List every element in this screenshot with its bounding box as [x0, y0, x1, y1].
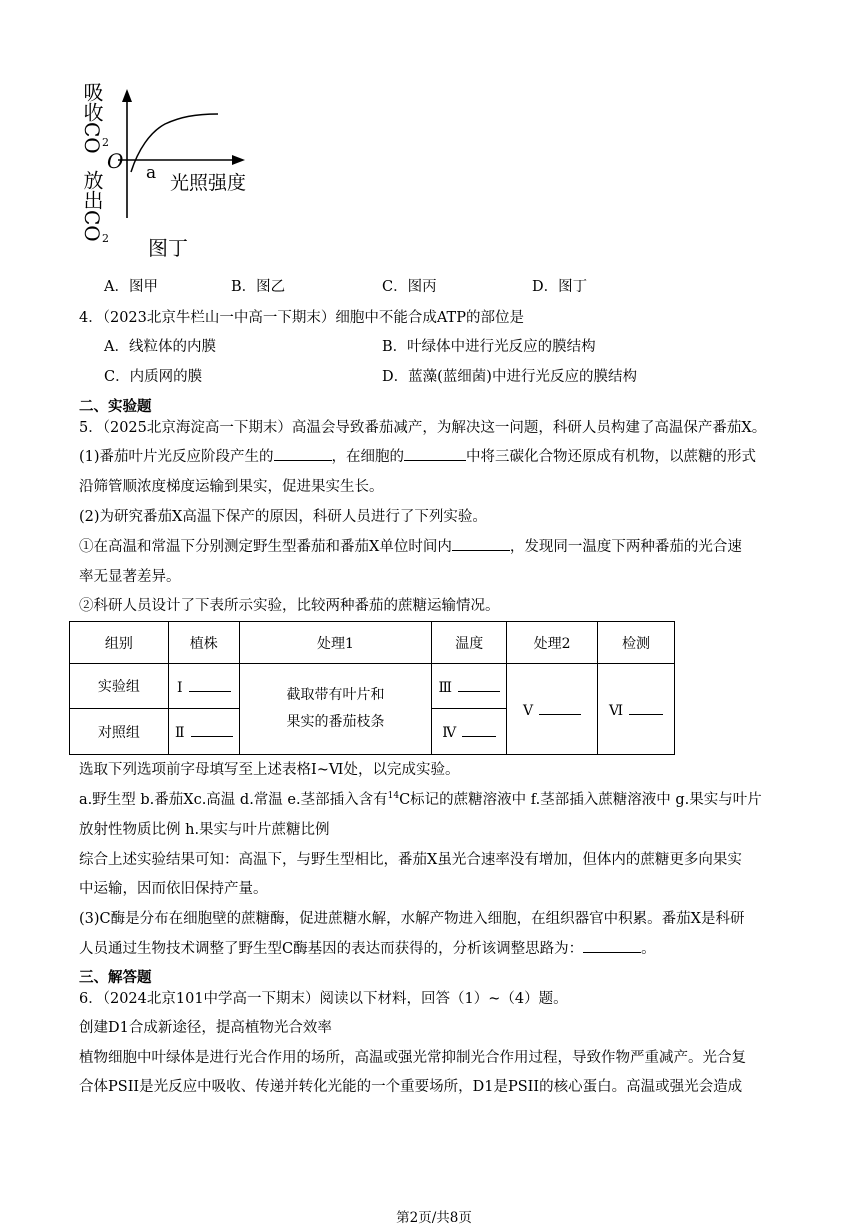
figure-ding	[80, 62, 270, 267]
row-control-group: 对照组	[70, 709, 169, 755]
experiment-table	[69, 621, 675, 755]
q5-instruction: 选取下列选项前字母填写至上述表格Ⅰ~Ⅵ处，以完成实验。	[79, 762, 460, 778]
y-top-sub: 2	[102, 136, 109, 149]
q5-conclusion-line1: 综合上述实验结果可知：高温下，与野生型相比，番茄X虽光合速率没有增加，但体内的蔗糖更多向果实	[79, 852, 742, 868]
cell-blank-V[interactable]: Ⅴ	[507, 664, 598, 755]
row-experimental-group: 实验组	[70, 664, 169, 709]
q5-part2-item1-line1	[79, 535, 742, 556]
header-treatment2: 处理2	[507, 622, 598, 664]
origin-label: O	[107, 149, 124, 173]
q4-option-d[interactable]: D．蓝藻(蓝细菌)中进行光反应的膜结构	[382, 369, 637, 385]
y-axis-arrow	[122, 89, 132, 102]
q5-part2-item1-line2: 率无显著差异。	[79, 569, 181, 585]
header-plant: 植株	[168, 622, 239, 664]
figure-caption: 图丁	[148, 236, 188, 260]
answer-blank-3[interactable]	[452, 536, 510, 552]
q5-part2-item2: ②科研人员设计了下表所示实验，比较两种番茄的蔗糖运输情况。	[79, 598, 500, 614]
section-heading-answer: 三、解答题	[79, 969, 152, 986]
cell-blank-VI[interactable]: Ⅵ	[598, 664, 675, 755]
q6-stem: 6．（2024北京101中学高一下期末）阅读以下材料，回答（1）~（4）题。	[79, 991, 568, 1007]
q5-p1a: (1)番茄叶片光反应阶段产生的	[79, 449, 274, 465]
q5-conclusion-line2: 中运输，因而依旧保持产量。	[79, 881, 268, 897]
q5-choices-line2: 放射性物质比例 h.果实与叶片蔗糖比例	[79, 822, 330, 838]
cell-blank-I[interactable]: Ⅰ	[168, 664, 239, 709]
q5-p8end: 。	[641, 941, 656, 957]
section-heading-experiment: 二、实验题	[79, 398, 152, 415]
q6-article-line1: 植物细胞中叶绿体是进行光合作用的场所，高温或强光常抑制光合作用过程，导致作物严重减产。光合复	[79, 1050, 746, 1066]
q3-option-b[interactable]: B．图乙	[231, 279, 286, 295]
q3-option-d[interactable]: D．图丁	[532, 279, 588, 295]
answer-blank-1[interactable]	[274, 446, 332, 462]
q5-p6b: C标记的蔗糖溶液中 f.茎部插入蔗糖溶液中 g.果实与叶片	[399, 792, 762, 808]
y-top-label: 吸收CO	[80, 82, 104, 154]
page-footer: 第2页/共8页	[396, 1210, 472, 1226]
q3-option-c[interactable]: C．图丙	[382, 279, 437, 295]
q5-part3-line1: (3)C酶是分布在细胞壁的蔗糖酶，促进蔗糖水解，水解产物进入细胞，在组织器官中积累。番茄X是科研	[79, 911, 745, 927]
q5-part1-line1	[79, 445, 756, 466]
q5-p6a: a.野生型 b.番茄Xc.高温 d.常温 e.茎部插入含有	[79, 792, 388, 808]
table-header-row	[70, 622, 675, 664]
point-a: a	[146, 163, 157, 183]
cell-blank-III[interactable]: Ⅲ	[432, 664, 507, 709]
cell-blank-IV[interactable]: Ⅳ	[432, 709, 507, 755]
q5-p3a: ①在高温和常温下分别测定野生型番茄和番茄X单位时间内	[79, 539, 452, 555]
q4-stem: 4．（2023北京牛栏山一中高一下期末）细胞中不能合成ATP的部位是	[79, 310, 524, 326]
q5-p8b: 人员通过生物技术调整了野生型C酶基因的表达而获得的，分析该调整思路为：	[79, 941, 584, 957]
q6-article-title: 创建D1合成新途径，提高植物光合效率	[79, 1020, 332, 1036]
q6-article-line2: 合体PSII是光反应中吸收、传递并转化光能的一个重要场所，D1是PSII的核心蛋白。高温或强光会造成	[79, 1079, 743, 1095]
x-axis-label: 光照强度	[170, 172, 247, 194]
q5-choices-line1	[79, 788, 762, 809]
q5-part1-line2: 沿筛管顺浓度梯度运输到果实，促进果实生长。	[79, 479, 384, 495]
header-group: 组别	[70, 622, 169, 664]
q5-p3b: ，发现同一温度下两种番茄的光合速	[509, 539, 742, 555]
x-axis-arrow	[232, 155, 245, 165]
cell-blank-II[interactable]: Ⅱ	[168, 709, 239, 755]
isotope-superscript: 14	[387, 791, 400, 802]
answer-blank-2[interactable]	[404, 446, 466, 462]
q4-option-c[interactable]: C．内质网的膜	[104, 369, 203, 385]
y-bottom-sub: 2	[102, 232, 109, 245]
q5-part3-line2	[79, 937, 656, 958]
header-treatment1: 处理1	[239, 622, 432, 664]
header-detection: 检测	[598, 622, 675, 664]
table-row	[70, 664, 675, 709]
curve	[131, 114, 218, 172]
q5-stem: 5．（2025北京海淀高一下期末）高温会导致番茄减产，为解决这一问题，科研人员构建了高温保产番茄X。	[79, 420, 767, 436]
q4-option-b[interactable]: B．叶绿体中进行光反应的膜结构	[382, 339, 596, 355]
q4-option-a[interactable]: A．线粒体的内膜	[104, 339, 216, 355]
y-bottom-label: 放出CO	[80, 170, 104, 242]
q5-part2: (2)为研究番茄X高温下保产的原因，科研人员进行了下列实验。	[79, 509, 487, 525]
q3-option-a[interactable]: A．图甲	[104, 279, 158, 295]
header-temperature: 温度	[432, 622, 507, 664]
q5-p1c: 中将三碳化合物还原成有机物，以蔗糖的形式	[466, 449, 757, 465]
answer-blank-4[interactable]	[583, 938, 641, 954]
cell-treatment1: 截取带有叶片和 果实的番茄枝条	[239, 664, 432, 755]
q5-p1b: ，在细胞的	[331, 449, 405, 465]
